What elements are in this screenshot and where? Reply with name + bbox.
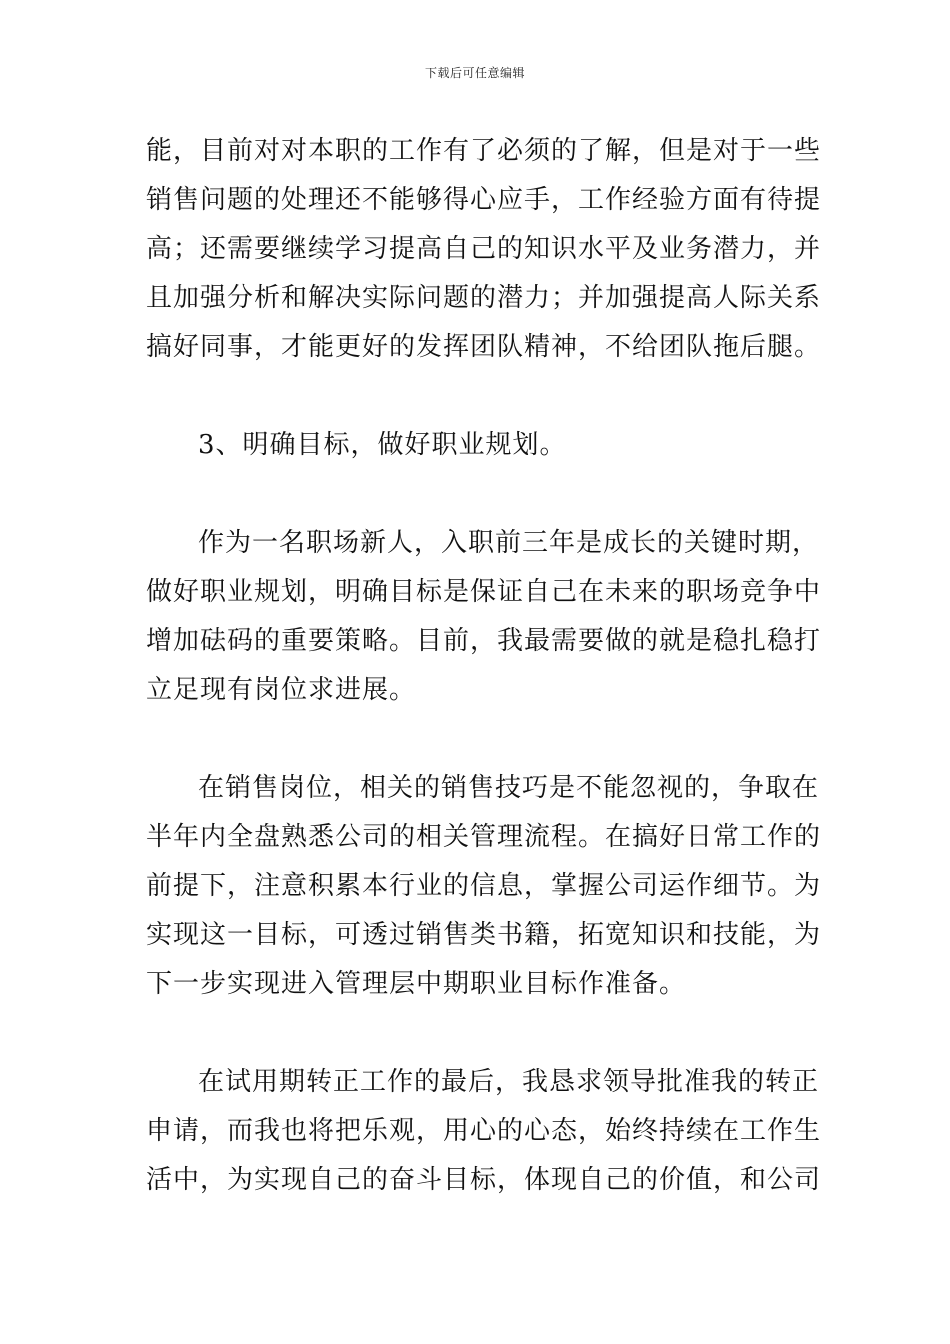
paragraph-line: 前提下，注意积累本行业的信息，掌握公司运作细节。为 — [146, 871, 822, 901]
paragraph-line: 作为一名职场新人，入职前三年是成长的关键时期， — [198, 528, 820, 558]
paragraph-line: 搞好同事，才能更好的发挥团队精神，不给团队拖后腿。 — [146, 332, 822, 362]
paragraph-gap — [146, 372, 810, 421]
paragraph-3 — [146, 764, 822, 1009]
paragraph-line: 销售问题的处理还不能够得心应手，工作经验方面有待提 — [146, 185, 822, 215]
paragraph-gap — [146, 470, 810, 519]
paragraph-line: 做好职业规划，明确目标是保证自己在未来的职场竞争中 — [146, 577, 822, 607]
paragraph-line: 能，目前对对本职的工作有了必须的了解，但是对于一些 — [146, 136, 822, 166]
paragraph-line: 立足现有岗位求进展。 — [146, 675, 417, 705]
paragraph-4 — [146, 1058, 822, 1205]
paragraph-1 — [146, 127, 822, 372]
paragraph-line: 在销售岗位，相关的销售技巧是不能忽视的，争取在 — [198, 773, 820, 803]
paragraph-line: 实现这一目标，可透过销售类书籍，拓宽知识和技能，为 — [146, 920, 822, 950]
header-note: 下载后可任意编辑 — [424, 66, 525, 80]
paragraph-line: 在试用期转正工作的最后，我恳求领导批准我的转正 — [198, 1067, 820, 1097]
paragraph-line: 且加强分析和解决实际问题的潜力；并加强提高人际关系 — [146, 283, 822, 313]
paragraph-line: 申请，而我也将把乐观，用心的心态，始终持续在工作生 — [146, 1116, 822, 1146]
paragraph-gap — [146, 1009, 810, 1058]
document-body — [146, 127, 822, 1205]
paragraph-2 — [146, 519, 822, 715]
paragraph-line: 活中，为实现自己的奋斗目标，体现自己的价值，和公司 — [146, 1165, 822, 1195]
paragraph-gap — [146, 715, 810, 764]
paragraph-line: 半年内全盘熟悉公司的相关管理流程。在搞好日常工作的 — [146, 822, 822, 852]
paragraph-line: 增加砝码的重要策略。目前，我最需要做的就是稳扎稳打 — [146, 626, 822, 656]
paragraph-line: 高；还需要继续学习提高自己的知识水平及业务潜力，并 — [146, 234, 822, 264]
paragraph-line: 下一步实现进入管理层中期职业目标作准备。 — [146, 969, 687, 999]
section-heading-3: 3、明确目标，做好职业规划。 — [198, 430, 567, 460]
